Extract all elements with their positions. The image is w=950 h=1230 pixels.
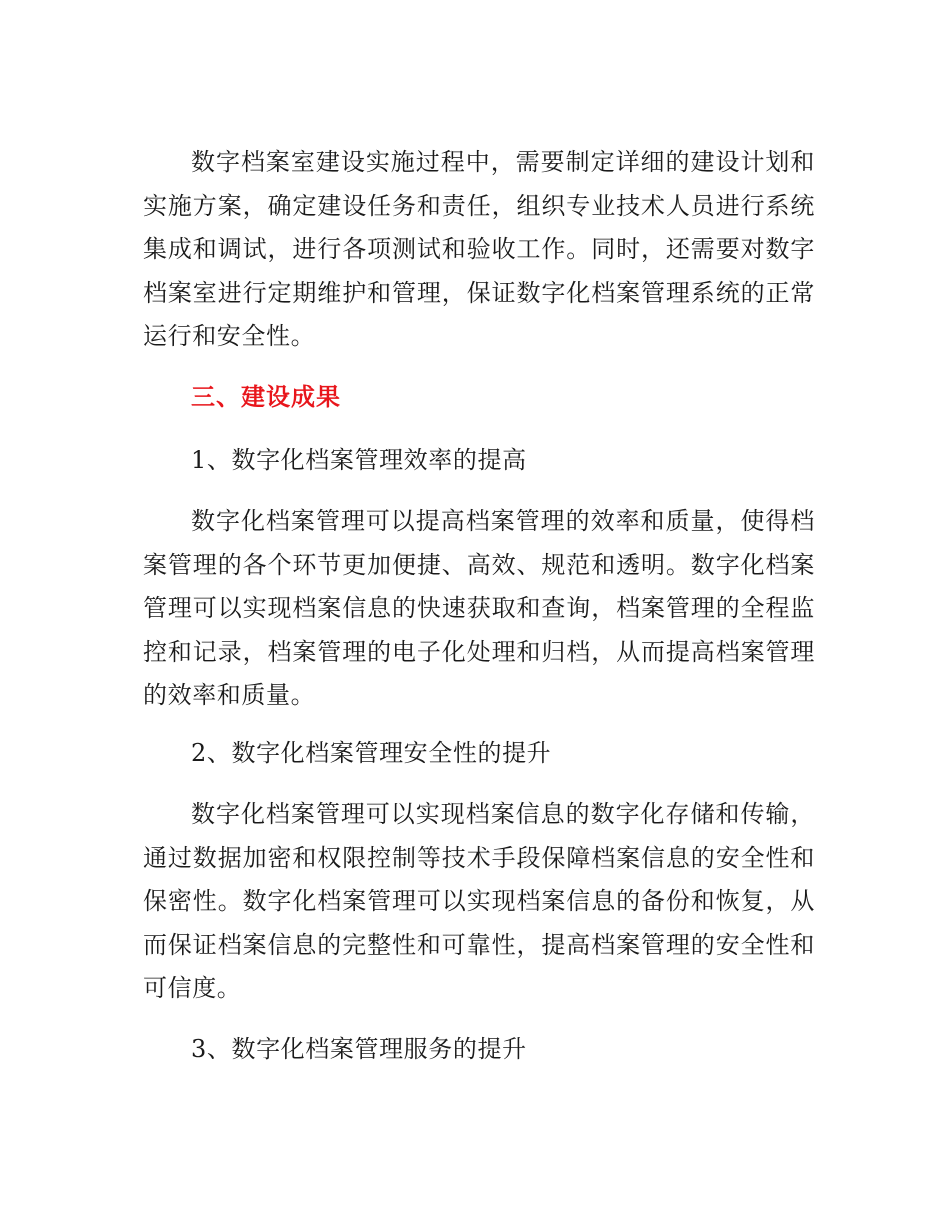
item-3-title: 3、数字化档案管理服务的提升: [191, 1035, 527, 1063]
intro-paragraph: 数字档案室建设实施过程中，需要制定详细的建设计划和实施方案，确定建设任务和责任，组织专业技术人员进行系统集成和调试，进行各项测试和验收工作。同时，还需要对数字档案室进行定期维护和管理，保证数字化档案管理系统的正常运行和安全性。: [143, 148, 815, 350]
section-heading: 三、建设成果: [191, 383, 341, 411]
item-1-title: 1、数字化档案管理效率的提高: [191, 446, 527, 474]
item-2-title: 2、数字化档案管理安全性的提升: [191, 739, 552, 767]
item-1-body: 数字化档案管理可以提高档案管理的效率和质量，使得档案管理的各个环节更加便捷、高效、规范和透明。数字化档案管理可以实现档案信息的快速获取和查询，档案管理的全程监控和记录，档案管理的电子化处理和归档，从而提高档案管理的效率和质量。: [143, 507, 815, 709]
item-2-body: 数字化档案管理可以实现档案信息的数字化存储和传输，通过数据加密和权限控制等技术手段保障档案信息的安全性和保密性。数字化档案管理可以实现档案信息的备份和恢复，从而保证档案信息的完整性和可靠性，提高档案管理的安全性和可信度。: [143, 800, 815, 1002]
